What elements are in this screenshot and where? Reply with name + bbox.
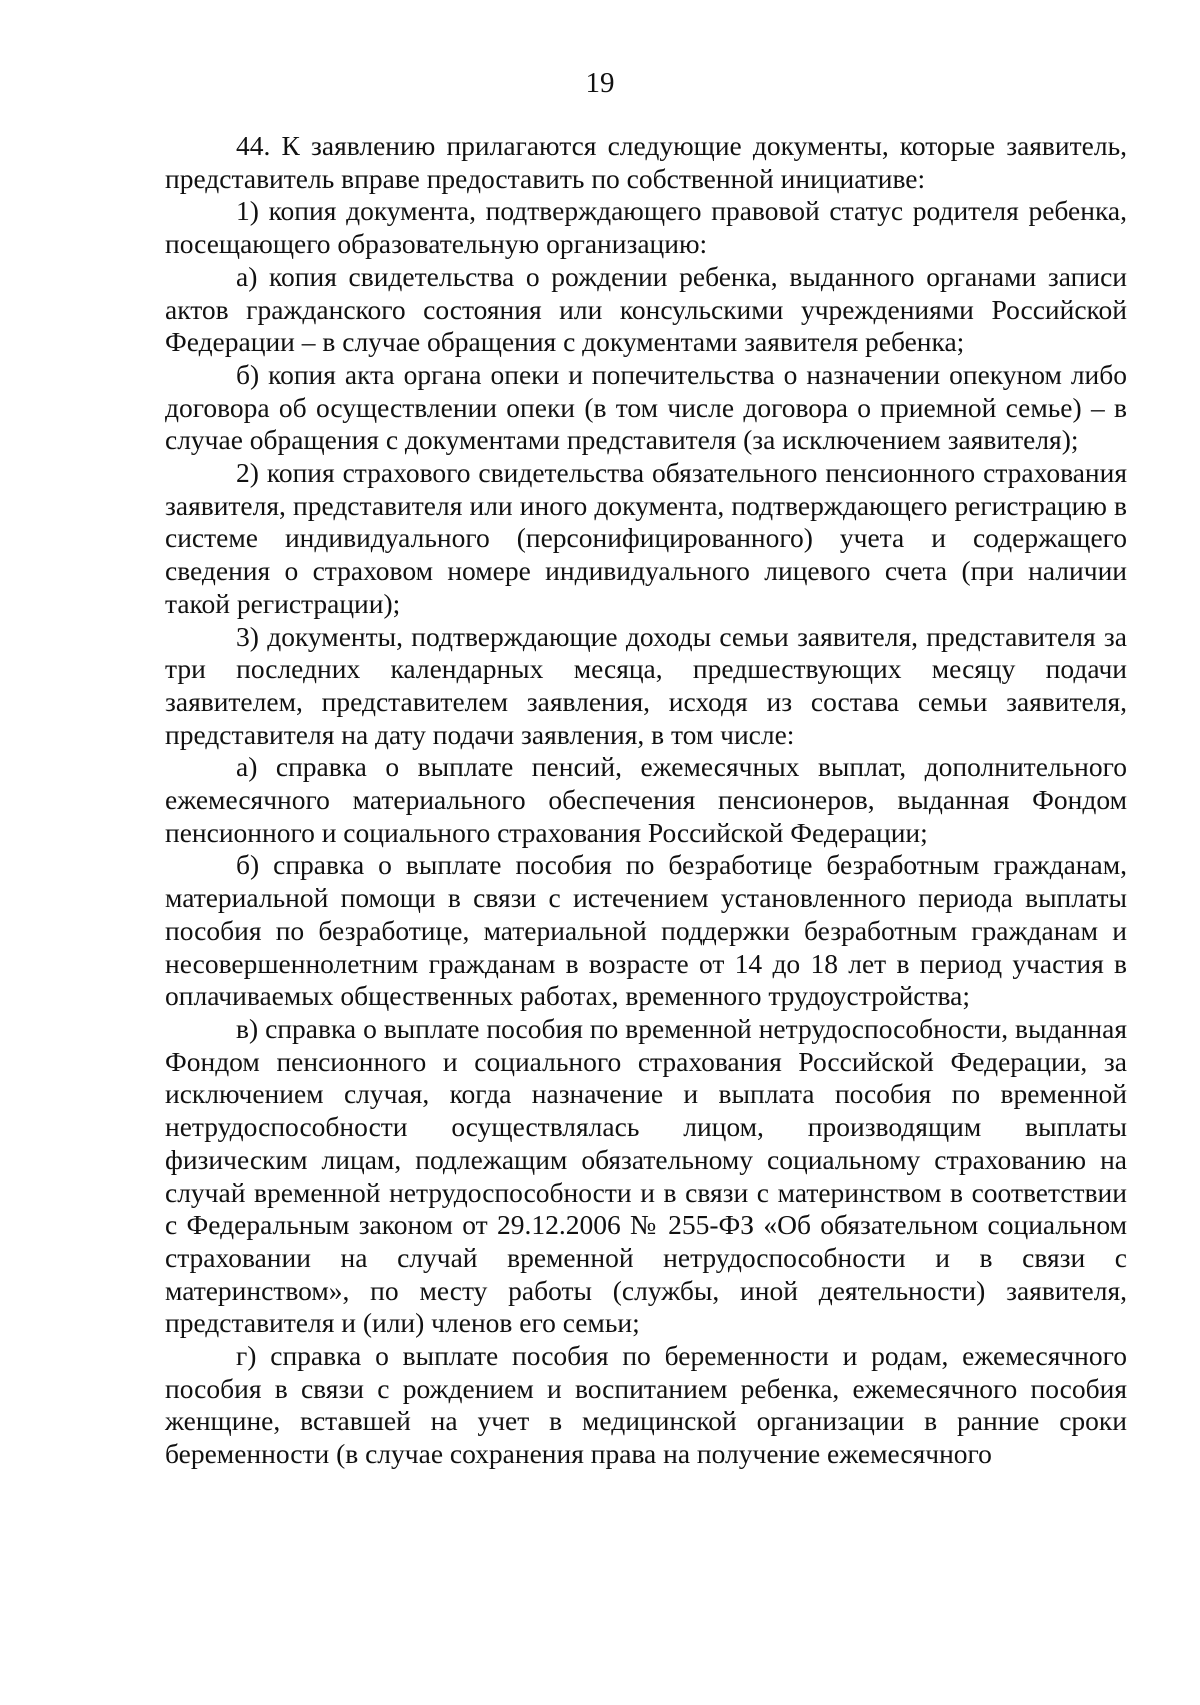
paragraph-item-1b: б) копия акта органа опеки и попечительства о назначении опекуном либо договора об осуществлении опеки (в том числе договора о приемной семье) – в случае обращения с документами представителя (за исключением заявителя);: [165, 358, 1127, 456]
page-number: 19: [585, 67, 615, 99]
paragraph-item-3: 3) документы, подтверждающие доходы семьи заявителя, представителя за три последних календарных месяца, предшествующих месяцу подачи заявителем, представителем заявления, исходя из состава семьи заявителя, представителя на дату подачи заявления, в том числе:: [165, 620, 1127, 750]
paragraph-item-3g: г) справка о выплате пособия по беременности и родам, ежемесячного пособия в связи с рождением и воспитанием ребенка, ежемесячного пособия женщине, вставшей на учет в медицинской организации в ранние сроки беременности (в случае сохранения права на получение ежемесячного: [165, 1340, 1127, 1470]
paragraph-item-1: 1) копия документа, подтверждающего правовой статус родителя ребенка, посещающего образовательную организацию:: [165, 195, 1127, 260]
paragraph-item-1a: а) копия свидетельства о рождении ребенка, выданного органами записи актов гражданского состояния или консульскими учреждениями Российской Федерации – в случае обращения с документами заявителя ребенка;: [165, 260, 1127, 358]
paragraph-44-intro: 44. К заявлению прилагаются следующие документы, которые заявитель, представитель вправе предоставить по собственной инициативе:: [165, 130, 1127, 194]
document-body: [165, 130, 1127, 1471]
paragraph-item-2: 2) копия страхового свидетельства обязательного пенсионного страхования заявителя, представителя или иного документа, подтверждающего регистрацию в системе индивидуального (персонифицированного) учета и содержащего сведения о страховом номере индивидуального лицевого счета (при наличии такой регистрации);: [165, 457, 1127, 619]
paragraph-item-3a: а) справка о выплате пенсий, ежемесячных выплат, дополнительного ежемесячного материального обеспечения пенсионеров, выданная Фондом пенсионного и социального страхования Российской Федерации;: [165, 751, 1127, 848]
paragraph-item-3v: в) справка о выплате пособия по временной нетрудоспособности, выданная Фондом пенсионного и социального страхования Российской Федерации, за исключением случая, когда назначение и выплата пособия по временной нетрудоспособности осуществлялась лицом, производящим выплаты физическим лицам, подлежащим обязательному социальному страхованию на случай временной нетрудоспособности и в связи с материнством в соответствии с Федеральным законом от 29.12.2006 № 255-ФЗ «Об обязательном социальном страховании на случай временной нетрудоспособности и в связи с материнством», по месту работы (службы, иной деятельности) заявителя, представителя и (или) членов его семьи;: [165, 1012, 1127, 1339]
paragraph-item-3b: б) справка о выплате пособия по безработице безработным гражданам, материальной помощи в связи с истечением установленного периода выплаты пособия по безработице, материальной поддержки безработным гражданам и несовершеннолетним гражданам в возрасте от 14 до 18 лет в период участия в оплачиваемых общественных работах, временного трудоустройства;: [165, 849, 1127, 1012]
